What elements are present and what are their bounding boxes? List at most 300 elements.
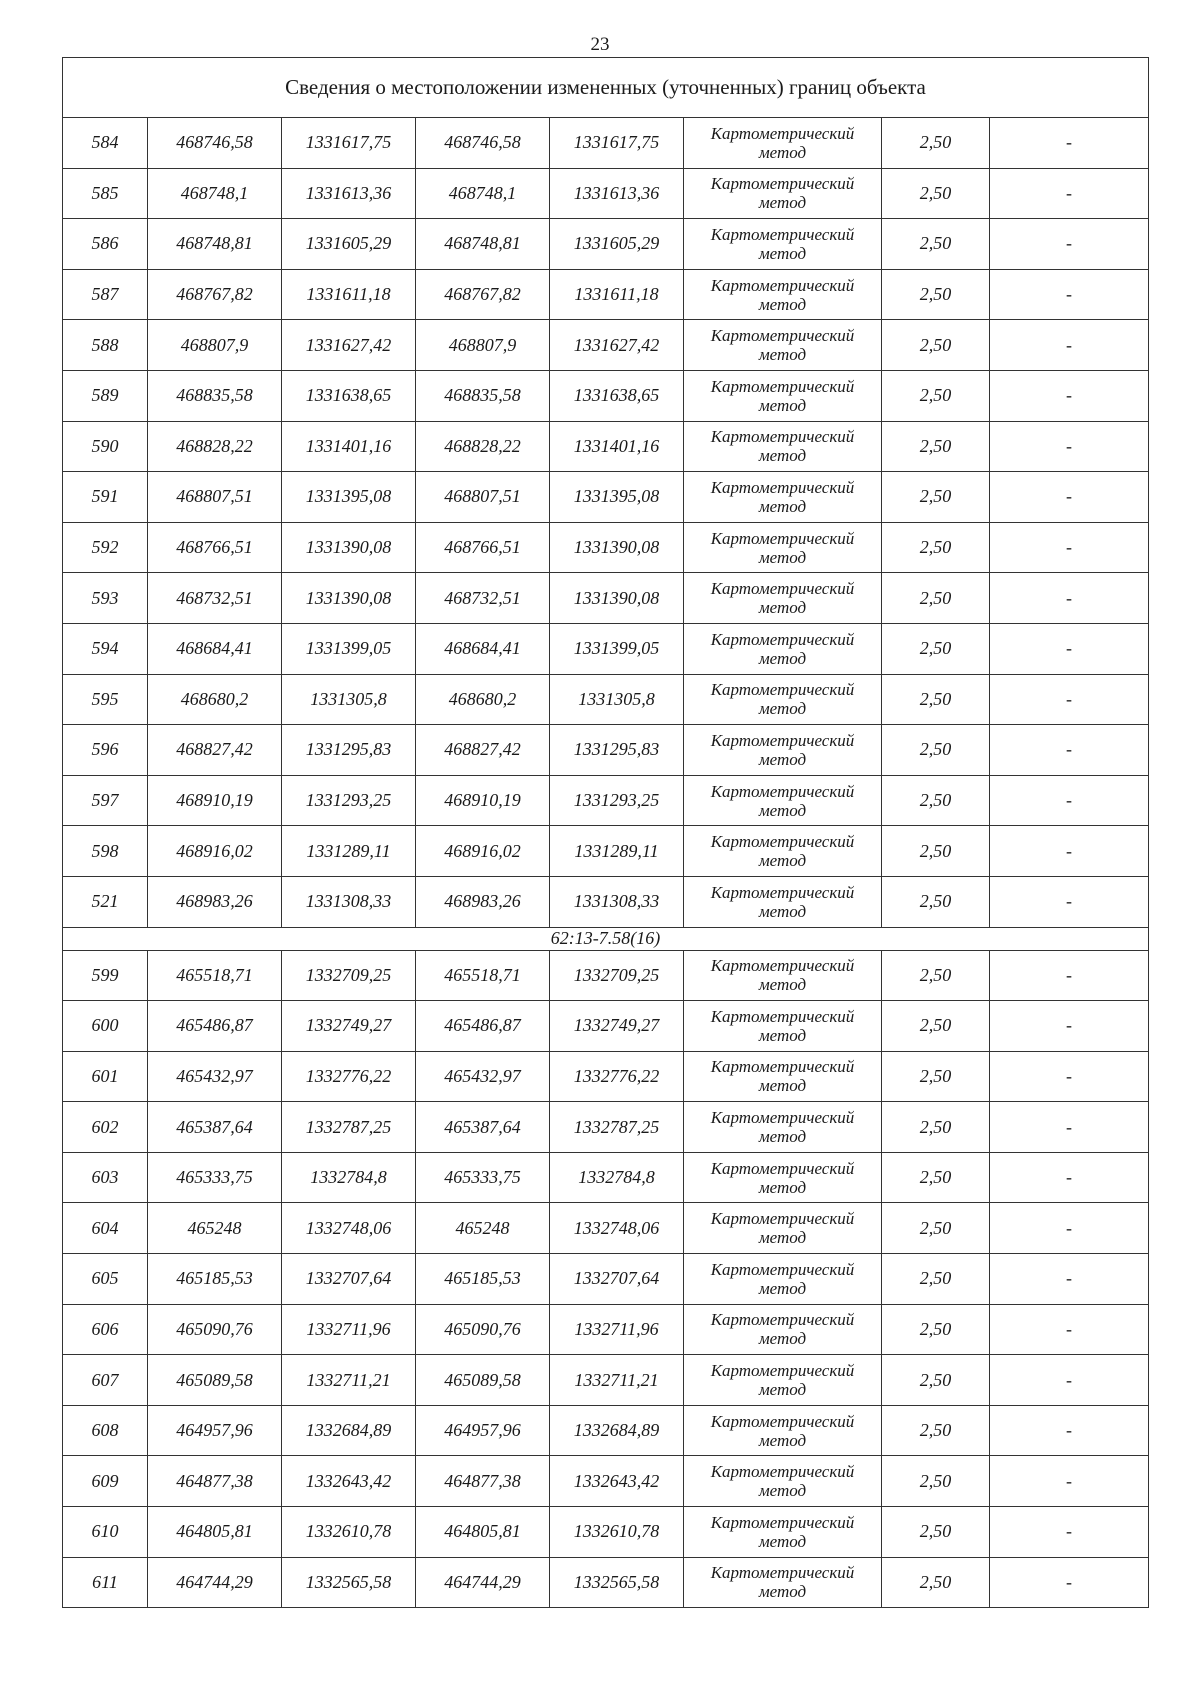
method-line1: Картометрический [710,730,855,750]
table-row [63,168,1149,219]
method-cell [684,269,882,320]
accuracy-cell: 2,50 [882,775,990,826]
y-refined-cell: 1332776,22 [550,1051,684,1102]
x-refined-cell: 465486,87 [416,1001,550,1052]
x-refined-cell: 468807,51 [416,472,550,523]
point-number-cell: 588 [63,320,148,371]
y-existing-cell: 1332787,25 [282,1102,416,1153]
point-number-cell: 591 [63,472,148,523]
point-number-cell: 587 [63,269,148,320]
method-line2: метод [758,243,807,263]
point-number-cell: 601 [63,1051,148,1102]
table-row [63,1152,1149,1203]
method-line2: метод [758,1430,807,1450]
table-row [63,1051,1149,1102]
table-row [63,118,1149,169]
accuracy-cell: 2,50 [882,573,990,624]
point-number-cell: 611 [63,1557,148,1608]
x-existing-cell: 468807,51 [148,472,282,523]
x-refined-cell: 464805,81 [416,1507,550,1558]
point-number-cell: 603 [63,1152,148,1203]
point-number-cell: 597 [63,775,148,826]
y-existing-cell: 1332565,58 [282,1557,416,1608]
accuracy-cell: 2,50 [882,522,990,573]
method-cell [684,826,882,877]
y-refined-cell: 1331605,29 [550,219,684,270]
y-existing-cell: 1332749,27 [282,1001,416,1052]
table-row [63,1102,1149,1153]
method-cell [684,1557,882,1608]
y-existing-cell: 1331605,29 [282,219,416,270]
accuracy-cell: 2,50 [882,219,990,270]
method-line2: метод [758,648,807,668]
table-row [63,573,1149,624]
method-cell [684,775,882,826]
x-existing-cell: 465090,76 [148,1304,282,1355]
table-row [63,522,1149,573]
method-cell [684,1507,882,1558]
method-cell [684,219,882,270]
y-existing-cell: 1332707,64 [282,1254,416,1305]
point-number-cell: 610 [63,1507,148,1558]
x-refined-cell: 468748,81 [416,219,550,270]
accuracy-cell: 2,50 [882,1507,990,1558]
x-refined-cell: 468828,22 [416,421,550,472]
method-line2: метод [758,345,807,365]
description-cell: - [990,725,1149,776]
method-line1: Картометрический [710,680,855,700]
point-number-cell: 590 [63,421,148,472]
method-cell [684,118,882,169]
y-refined-cell: 1332709,25 [550,950,684,1001]
method-line2: метод [758,496,807,516]
description-cell: - [990,826,1149,877]
x-existing-cell: 465387,64 [148,1102,282,1153]
y-refined-cell: 1331308,33 [550,876,684,927]
accuracy-cell: 2,50 [882,370,990,421]
point-number-cell: 598 [63,826,148,877]
x-refined-cell: 464957,96 [416,1405,550,1456]
description-cell: - [990,1405,1149,1456]
x-existing-cell: 468910,19 [148,775,282,826]
method-line2: метод [758,1127,807,1147]
x-existing-cell: 468827,42 [148,725,282,776]
description-cell: - [990,118,1149,169]
accuracy-cell: 2,50 [882,876,990,927]
y-existing-cell: 1331611,18 [282,269,416,320]
table-row [63,876,1149,927]
accuracy-cell: 2,50 [882,1051,990,1102]
method-line2: метод [758,193,807,213]
method-line2: метод [758,1228,807,1248]
method-line2: метод [758,395,807,415]
table-row [63,1405,1149,1456]
method-cell [684,725,882,776]
y-refined-cell: 1331401,16 [550,421,684,472]
x-existing-cell: 468732,51 [148,573,282,624]
y-existing-cell: 1331289,11 [282,826,416,877]
description-cell: - [990,573,1149,624]
x-existing-cell: 468766,51 [148,522,282,573]
y-refined-cell: 1332707,64 [550,1254,684,1305]
method-line1: Картометрический [710,1512,855,1532]
description-cell: - [990,1254,1149,1305]
description-cell: - [990,421,1149,472]
accuracy-cell: 2,50 [882,1557,990,1608]
method-line1: Картометрический [710,376,855,396]
point-number-cell: 602 [63,1102,148,1153]
description-cell: - [990,320,1149,371]
y-refined-cell: 1331295,83 [550,725,684,776]
x-existing-cell: 464805,81 [148,1507,282,1558]
method-cell [684,1203,882,1254]
table-row [63,1254,1149,1305]
description-cell: - [990,876,1149,927]
method-line1: Картометрический [710,1057,855,1077]
table-row [63,219,1149,270]
x-refined-cell: 468746,58 [416,118,550,169]
method-line1: Картометрический [710,1006,855,1026]
x-refined-cell: 465432,97 [416,1051,550,1102]
x-refined-cell: 465387,64 [416,1102,550,1153]
method-line1: Картометрический [710,882,855,902]
method-line1: Картометрический [710,275,855,295]
accuracy-cell: 2,50 [882,826,990,877]
point-number-cell: 586 [63,219,148,270]
table-row [63,826,1149,877]
accuracy-cell: 2,50 [882,674,990,725]
method-line1: Картометрический [710,781,855,801]
accuracy-cell: 2,50 [882,1304,990,1355]
method-line2: метод [758,547,807,567]
x-existing-cell: 464957,96 [148,1405,282,1456]
y-refined-cell: 1331638,65 [550,370,684,421]
x-existing-cell: 465185,53 [148,1254,282,1305]
method-cell [684,370,882,421]
point-number-cell: 521 [63,876,148,927]
table-row [63,725,1149,776]
y-refined-cell: 1332610,78 [550,1507,684,1558]
description-cell: - [990,1557,1149,1608]
point-number-cell: 599 [63,950,148,1001]
point-number-cell: 608 [63,1405,148,1456]
y-refined-cell: 1332565,58 [550,1557,684,1608]
y-refined-cell: 1331390,08 [550,573,684,624]
x-existing-cell: 468746,58 [148,118,282,169]
y-refined-cell: 1332643,42 [550,1456,684,1507]
y-existing-cell: 1332709,25 [282,950,416,1001]
description-cell: - [990,370,1149,421]
description-cell: - [990,1102,1149,1153]
description-cell: - [990,1355,1149,1406]
method-line2: метод [758,749,807,769]
y-existing-cell: 1332748,06 [282,1203,416,1254]
x-existing-cell: 468684,41 [148,623,282,674]
y-existing-cell: 1331308,33 [282,876,416,927]
method-cell [684,1456,882,1507]
y-existing-cell: 1331305,8 [282,674,416,725]
method-cell [684,1355,882,1406]
point-number-cell: 604 [63,1203,148,1254]
y-existing-cell: 1332711,96 [282,1304,416,1355]
y-existing-cell: 1331390,08 [282,522,416,573]
point-number-cell: 594 [63,623,148,674]
x-existing-cell: 468835,58 [148,370,282,421]
y-existing-cell: 1331627,42 [282,320,416,371]
group-row [63,927,1149,950]
point-number-cell: 595 [63,674,148,725]
accuracy-cell: 2,50 [882,1102,990,1153]
x-refined-cell: 468748,1 [416,168,550,219]
description-cell: - [990,472,1149,523]
method-line1: Картометрический [710,956,855,976]
accuracy-cell: 2,50 [882,623,990,674]
method-cell [684,472,882,523]
description-cell: - [990,950,1149,1001]
method-line2: метод [758,1076,807,1096]
method-cell [684,522,882,573]
x-refined-cell: 464744,29 [416,1557,550,1608]
method-line2: метод [758,598,807,618]
method-cell [684,876,882,927]
method-cell [684,623,882,674]
y-refined-cell: 1331293,25 [550,775,684,826]
accuracy-cell: 2,50 [882,950,990,1001]
description-cell: - [990,1456,1149,1507]
table-row [63,775,1149,826]
x-refined-cell: 465518,71 [416,950,550,1001]
table-row [63,623,1149,674]
y-refined-cell: 1331613,36 [550,168,684,219]
method-line2: метод [758,446,807,466]
method-cell [684,674,882,725]
y-refined-cell: 1331395,08 [550,472,684,523]
method-cell [684,421,882,472]
method-line2: метод [758,1531,807,1551]
accuracy-cell: 2,50 [882,725,990,776]
y-refined-cell: 1332684,89 [550,1405,684,1456]
description-cell: - [990,1507,1149,1558]
x-refined-cell: 468910,19 [416,775,550,826]
table-row [63,1304,1149,1355]
x-refined-cell: 468766,51 [416,522,550,573]
accuracy-cell: 2,50 [882,1405,990,1456]
method-cell [684,168,882,219]
accuracy-cell: 2,50 [882,269,990,320]
y-existing-cell: 1331401,16 [282,421,416,472]
x-existing-cell: 464744,29 [148,1557,282,1608]
method-line1: Картометрический [710,1462,855,1482]
y-refined-cell: 1331390,08 [550,522,684,573]
accuracy-cell: 2,50 [882,421,990,472]
accuracy-cell: 2,50 [882,118,990,169]
method-line1: Картометрический [710,477,855,497]
method-line1: Картометрический [710,1108,855,1128]
coordinates-table [62,57,1149,1608]
method-line2: метод [758,1329,807,1349]
y-existing-cell: 1331399,05 [282,623,416,674]
method-cell [684,1304,882,1355]
method-cell [684,1001,882,1052]
table-row [63,1507,1149,1558]
y-existing-cell: 1332684,89 [282,1405,416,1456]
table-row [63,674,1149,725]
x-existing-cell: 465432,97 [148,1051,282,1102]
method-line1: Картометрический [710,123,855,143]
method-cell [684,950,882,1001]
point-number-cell: 607 [63,1355,148,1406]
x-existing-cell: 465486,87 [148,1001,282,1052]
table-row [63,472,1149,523]
x-refined-cell: 465185,53 [416,1254,550,1305]
method-cell [684,320,882,371]
method-line1: Картометрический [710,174,855,194]
accuracy-cell: 2,50 [882,168,990,219]
x-refined-cell: 465089,58 [416,1355,550,1406]
method-line1: Картометрический [710,1361,855,1381]
method-line2: метод [758,1025,807,1045]
x-refined-cell: 465090,76 [416,1304,550,1355]
x-existing-cell: 468983,26 [148,876,282,927]
x-existing-cell: 468680,2 [148,674,282,725]
description-cell: - [990,1001,1149,1052]
x-refined-cell: 468827,42 [416,725,550,776]
point-number-cell: 609 [63,1456,148,1507]
y-existing-cell: 1331613,36 [282,168,416,219]
method-cell [684,1051,882,1102]
method-cell [684,1254,882,1305]
table-row [63,269,1149,320]
method-line1: Картометрический [710,1310,855,1330]
accuracy-cell: 2,50 [882,1152,990,1203]
point-number-cell: 606 [63,1304,148,1355]
y-refined-cell: 1332749,27 [550,1001,684,1052]
y-existing-cell: 1332643,42 [282,1456,416,1507]
page-number: 23 [590,34,610,55]
description-cell: - [990,522,1149,573]
x-existing-cell: 468748,1 [148,168,282,219]
table-row [63,1001,1149,1052]
description-cell: - [990,1203,1149,1254]
method-line1: Картометрический [710,528,855,548]
method-cell [684,1102,882,1153]
point-number-cell: 589 [63,370,148,421]
x-existing-cell: 465333,75 [148,1152,282,1203]
point-number-cell: 585 [63,168,148,219]
method-line2: метод [758,294,807,314]
method-line2: метод [758,1380,807,1400]
y-refined-cell: 1331617,75 [550,118,684,169]
method-line2: метод [758,975,807,995]
method-line1: Картометрический [710,1209,855,1229]
accuracy-cell: 2,50 [882,1254,990,1305]
y-existing-cell: 1331295,83 [282,725,416,776]
y-existing-cell: 1331617,75 [282,118,416,169]
x-existing-cell: 468916,02 [148,826,282,877]
y-existing-cell: 1332610,78 [282,1507,416,1558]
point-number-cell: 592 [63,522,148,573]
method-line1: Картометрический [710,832,855,852]
y-refined-cell: 1331611,18 [550,269,684,320]
y-refined-cell: 1331627,42 [550,320,684,371]
description-cell: - [990,1152,1149,1203]
accuracy-cell: 2,50 [882,1203,990,1254]
x-refined-cell: 468983,26 [416,876,550,927]
table-title: Сведения о местоположении измененных (уточненных) границ объекта [63,58,1149,118]
table-row [63,1355,1149,1406]
method-line1: Картометрический [710,1563,855,1583]
point-number-cell: 593 [63,573,148,624]
table-row [63,1557,1149,1608]
method-line1: Картометрический [710,1259,855,1279]
x-refined-cell: 468916,02 [416,826,550,877]
x-existing-cell: 465518,71 [148,950,282,1001]
x-refined-cell: 468732,51 [416,573,550,624]
accuracy-cell: 2,50 [882,472,990,523]
method-line2: метод [758,142,807,162]
method-line1: Картометрический [710,579,855,599]
table-row [63,421,1149,472]
y-existing-cell: 1331395,08 [282,472,416,523]
x-refined-cell: 468767,82 [416,269,550,320]
method-cell [684,1405,882,1456]
y-refined-cell: 1332711,96 [550,1304,684,1355]
table-row [63,320,1149,371]
group-label: 62:13-7.58(16) [63,927,1149,950]
description-cell: - [990,775,1149,826]
y-existing-cell: 1331390,08 [282,573,416,624]
table-row [63,950,1149,1001]
method-line1: Картометрический [710,1411,855,1431]
x-refined-cell: 468684,41 [416,623,550,674]
x-existing-cell: 468767,82 [148,269,282,320]
description-cell: - [990,1051,1149,1102]
point-number-cell: 600 [63,1001,148,1052]
method-line2: метод [758,699,807,719]
x-refined-cell: 465248 [416,1203,550,1254]
y-refined-cell: 1331305,8 [550,674,684,725]
method-line1: Картометрический [710,1158,855,1178]
description-cell: - [990,623,1149,674]
y-existing-cell: 1331293,25 [282,775,416,826]
method-cell [684,573,882,624]
x-refined-cell: 465333,75 [416,1152,550,1203]
x-existing-cell: 468748,81 [148,219,282,270]
y-refined-cell: 1332784,8 [550,1152,684,1203]
table-row [63,1203,1149,1254]
y-existing-cell: 1332711,21 [282,1355,416,1406]
x-refined-cell: 468835,58 [416,370,550,421]
x-existing-cell: 464877,38 [148,1456,282,1507]
x-existing-cell: 468828,22 [148,421,282,472]
x-existing-cell: 468807,9 [148,320,282,371]
y-refined-cell: 1332711,21 [550,1355,684,1406]
x-existing-cell: 465089,58 [148,1355,282,1406]
method-line2: метод [758,1481,807,1501]
x-existing-cell: 465248 [148,1203,282,1254]
accuracy-cell: 2,50 [882,1456,990,1507]
method-line1: Картометрический [710,224,855,244]
accuracy-cell: 2,50 [882,1001,990,1052]
x-refined-cell: 468680,2 [416,674,550,725]
method-line2: метод [758,901,807,921]
description-cell: - [990,219,1149,270]
y-refined-cell: 1332748,06 [550,1203,684,1254]
method-cell [684,1152,882,1203]
method-line2: метод [758,851,807,871]
description-cell: - [990,674,1149,725]
method-line1: Картометрический [710,326,855,346]
